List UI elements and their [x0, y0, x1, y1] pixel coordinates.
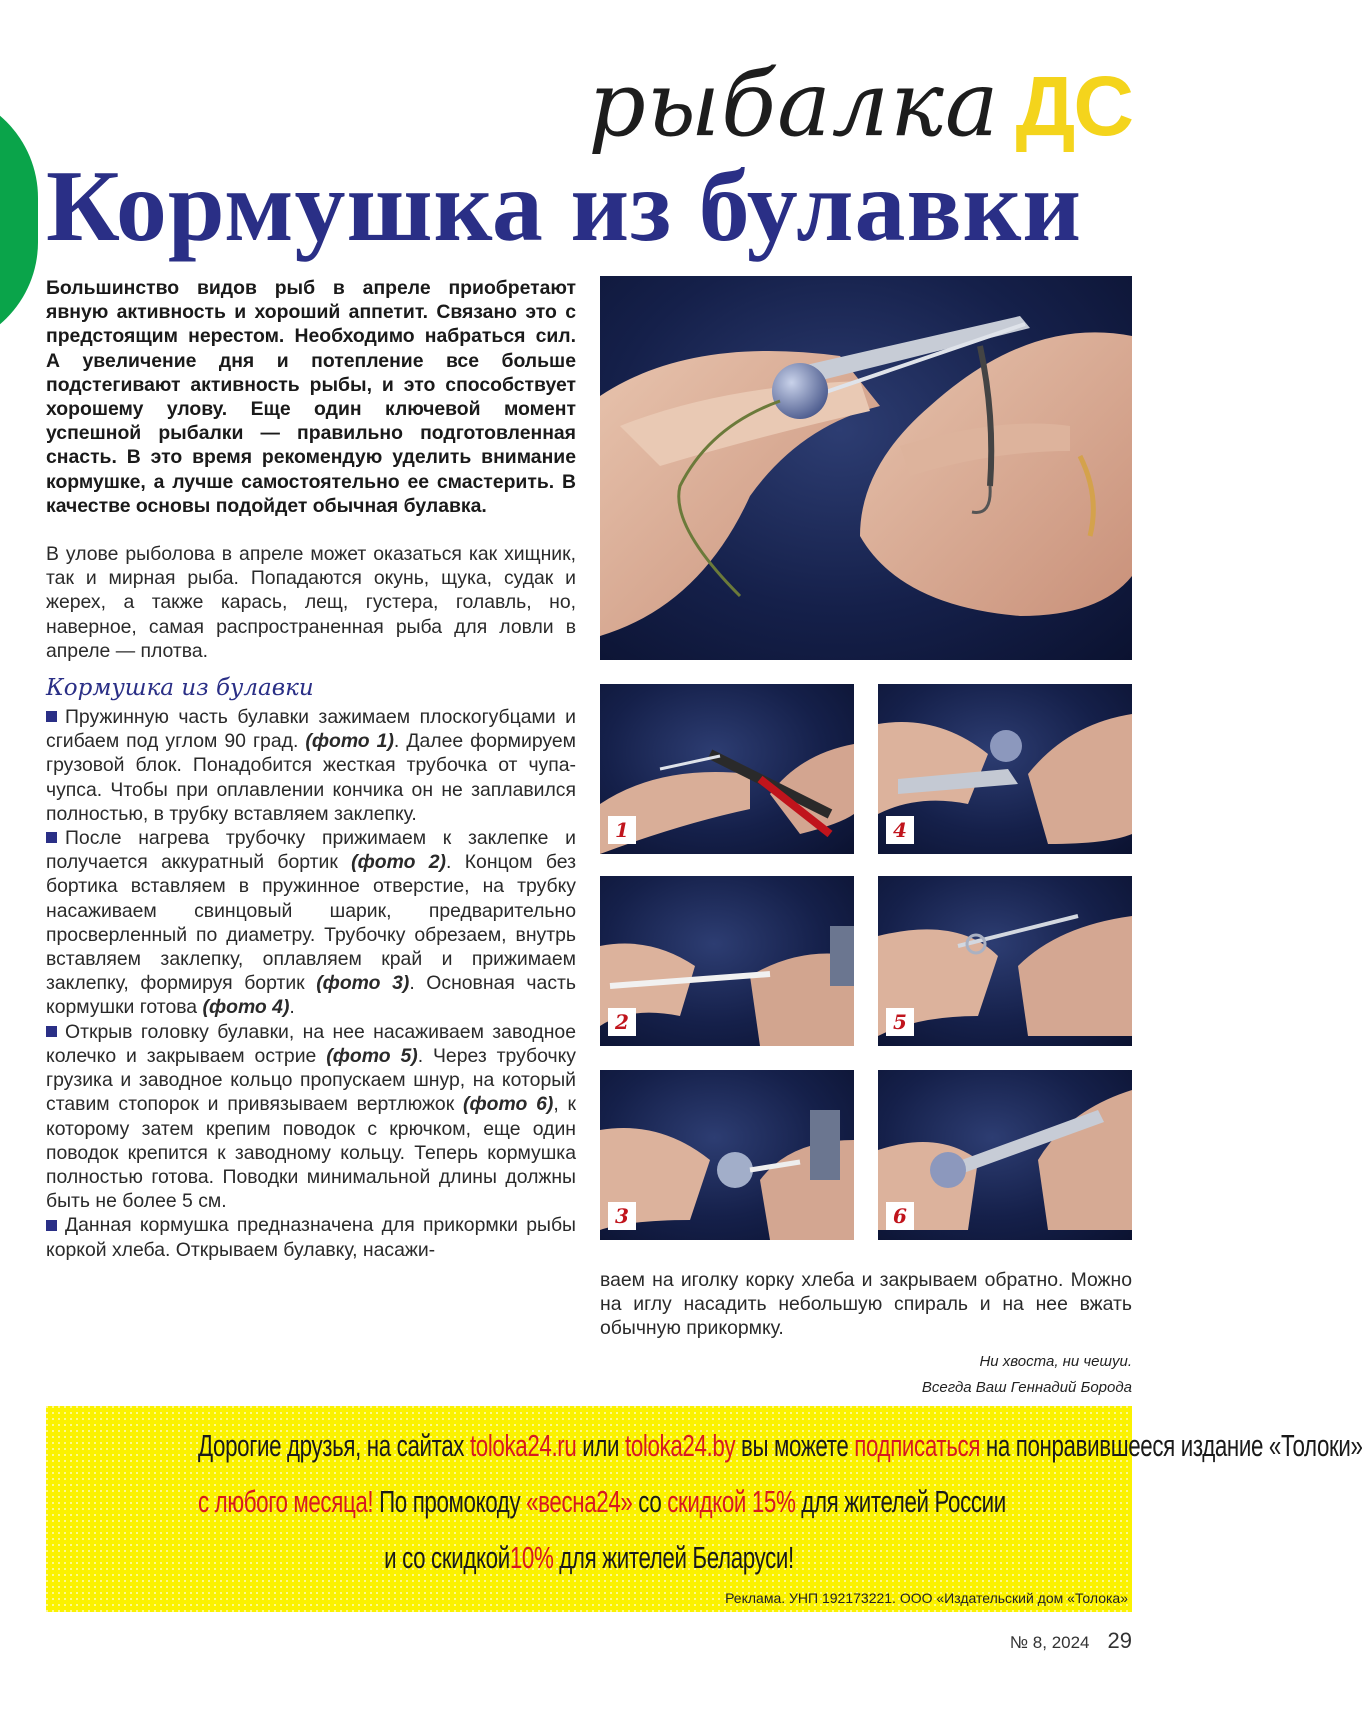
step-photo-4 — [878, 684, 1132, 854]
step-photo-2 — [600, 876, 854, 1046]
rubric-title: рыбалка — [588, 52, 1000, 157]
ring-on-pin-head-image — [878, 876, 1132, 1046]
bullet-square-icon — [46, 1026, 57, 1037]
ad-line-1: Дорогие друзья, на сайтах toloka24.ru или toloka24.by вы можете подписаться на понравившееся издание «Толоки» — [198, 1428, 1363, 1463]
main-photo — [600, 276, 1132, 660]
article-continuation: ваем на иголку корку хлеба и закрываем обратно. Можно на иглу насадить небольшую спираль и на нее вжать обычную прикормку. — [600, 1269, 1132, 1340]
step-photo-3 — [600, 1070, 854, 1240]
site-link-ru[interactable]: toloka24.ru — [469, 1428, 577, 1463]
photo-number-badge: 6 — [886, 1202, 914, 1230]
photo-reference: (фото 1) — [305, 730, 394, 753]
bullet-square-icon — [46, 1220, 57, 1231]
photo-reference: (фото 2) — [351, 851, 447, 874]
step-photo-5 — [878, 876, 1132, 1046]
feeder-in-hands-image — [600, 276, 1132, 660]
subscription-ad-banner — [46, 1406, 1363, 1612]
ad-line-2: с любого месяца! По промокоду «весна24» со скидкой 15% для жителей России — [198, 1484, 1006, 1519]
step-photo-1 — [600, 684, 854, 854]
ad-line-3: и со скидкой10% для жителей Беларуси! — [384, 1540, 794, 1575]
page-footer — [1010, 1628, 1132, 1654]
article-subheading: Кормушка из булавки — [46, 675, 314, 702]
page-number: 29 — [1107, 1628, 1132, 1653]
promo-code: «весна24» — [526, 1484, 633, 1519]
pin-with-ball-image — [878, 684, 1132, 854]
author-signature — [600, 1349, 1132, 1401]
author-name: Всегда Ваш Геннадий Борода — [921, 1378, 1132, 1396]
photo-number-badge: 2 — [608, 1008, 636, 1036]
photo-number-badge: 1 — [608, 816, 636, 844]
rubric-logo: ДС — [1015, 59, 1132, 153]
step-photo-6 — [878, 1070, 1132, 1240]
bullet-square-icon — [46, 711, 57, 722]
step-paragraph: Данная кормушка предназначена для прикормки рыбы коркой хлеба. Открываем булавку, насажи- — [46, 1214, 576, 1261]
pliers-bending-pin-image — [600, 684, 854, 854]
tube-and-rivet-image — [600, 876, 854, 1046]
photo-number-badge: 4 — [886, 816, 914, 844]
bullet-square-icon — [46, 832, 57, 843]
issue-number: № 8, 2024 — [1009, 1633, 1090, 1652]
article-left-column — [46, 276, 576, 1262]
photo-reference: (фото 3) — [316, 972, 410, 995]
site-link-by[interactable]: toloka24.by — [624, 1428, 736, 1463]
article-lead: Большинство видов рыб в апреле приобретают явную активность и хороший аппетит. Связано это с предстоящим нерестом. Необходимо набраться сил. А увеличение дня и потепление все больше подстегивают активность рыбы, и это способствует хорошему улову. Еще один ключевой момент успешной рыбалки — правильно подготовленная снасть. В это время рекомендую уделить внимание кормушке, а лучше самостоятельно ее смастерить. В качестве основы подойдет обычная булавка. — [46, 277, 576, 517]
section-rubric — [588, 52, 1132, 157]
article-right-column — [600, 1268, 1132, 1401]
photo-reference: (фото 6) — [463, 1093, 554, 1116]
photo-number-badge: 3 — [608, 1202, 636, 1230]
finished-feeder-image — [878, 1070, 1132, 1240]
photo-reference: (фото 5) — [326, 1044, 418, 1067]
ball-on-tube-image — [600, 1070, 854, 1240]
section-color-tab — [0, 90, 38, 350]
step-paragraph: Открыв головку булавки, на нее насаживаем заводное колечко и закрываем острие (фото 5). Через трубочку грузика и заводное кольцо пропускаем шнур, на который ставим стопорок и привязываем вертлюжок (фото 6), к которому затем крепим поводок с крючком, еще один поводок крепится к заводному кольцу. Теперь кормушка полностью готова. Поводки минимальной длины должны быть не более 5 см. — [46, 1020, 577, 1213]
step-paragraph: После нагрева трубочку прижимаем к заклепке и получается аккуратный бортик (фото 2). Концом без бортика вставляем в пружинное отверстие, на трубку насаживаем свинцовый шарик, предварительно просверленный по диаметру. Трубочку обрезаем, внутрь вставляем заклепку, оплавляем край и прижимаем заклепку, формируя бортик (фото 3). Основная часть кормушки готова (фото 4). — [46, 827, 577, 1019]
step-paragraph: Пружинную часть булавки зажимаем плоскогубцами и сгибаем под углом 90 град. (фото 1). Далее формируем грузовой блок. Понадобится жесткая трубочка от чупа-чупса. Чтобы при оплавлении кончика он не заплавился полностью, в трубку вставляем заклепку. — [46, 706, 576, 825]
ad-disclaimer: Реклама. УНП 192173221. ООО «Издательский дом «Толока» — [725, 1590, 1128, 1606]
article-title: Кормушка из булавки — [46, 150, 1083, 263]
photo-number-badge: 5 — [886, 1008, 914, 1036]
photo-reference: (фото 4) — [202, 996, 290, 1019]
article-intro: В улове рыболова в апреле может оказаться как хищник, так и мирная рыба. Попадаются окунь, щука, судак и жерех, а также карась, лещ, густера, голавль, но, наверное, самая распространенная рыба для ловли в апреле — плотва. — [46, 543, 576, 662]
signature-line: Ни хвоста, ни чешуи. — [979, 1352, 1132, 1370]
